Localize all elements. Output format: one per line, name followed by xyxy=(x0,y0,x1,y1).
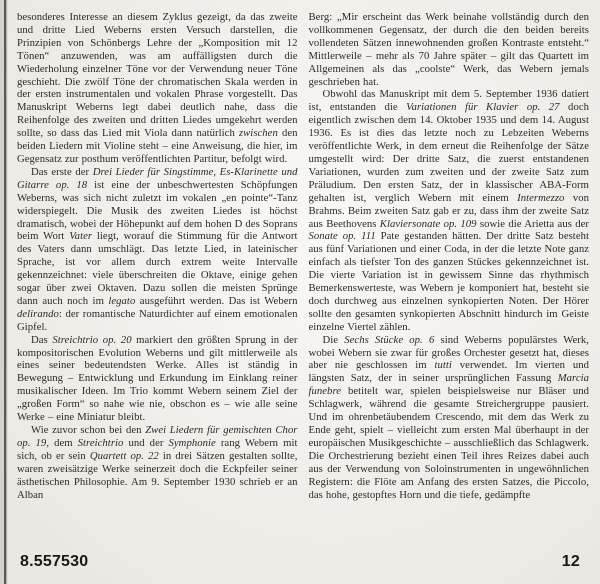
page-number: 12 xyxy=(561,553,580,570)
work-title-italic: Sonate op. 111 xyxy=(308,230,376,243)
work-title-italic: tutti xyxy=(434,359,452,372)
text-segment: Wie zuvor schon bei den xyxy=(31,424,146,436)
paragraph xyxy=(309,334,590,502)
text-segment: Das erste der xyxy=(31,165,93,178)
booklet-text-body xyxy=(17,11,589,501)
text-segment: und der xyxy=(123,436,169,449)
work-title-italic: Klaviersonate op. 109 xyxy=(379,217,477,230)
work-title-italic: Drei Lieder für Singstimme, Es-Klarinette und Gitarre op. 18 xyxy=(17,165,298,191)
catalog-number: 8.557530 xyxy=(20,553,89,570)
text-segment: , dem xyxy=(46,436,78,449)
work-title-italic: Streichtrio op. 20 xyxy=(52,333,132,346)
text-segment: rang Webern mit sich, ob er sein xyxy=(17,436,298,462)
paragraph xyxy=(17,166,298,334)
work-title-italic: Marcia funebre xyxy=(308,372,589,398)
text-segment: verwendet. Im vierten und längsten Satz, der in seiner ursprünglichen Fassung xyxy=(308,359,589,385)
text-segment: : der romantische Naturdichter auf einem emotionalen Gipfel. xyxy=(17,307,298,333)
text-segment: liegt, worauf die Stimmung für die Antwort des Vaters dann umschlägt. Das letzte Lied, in lateinischer Sprache, ist vor allem durch extrem weite Intervalle gekennzeichnet: viele überschreiten die Oktave, einige gehen sogar über zwei Oktaven. Dazu sollen die meisten Sprünge dann auch noch im xyxy=(17,230,298,307)
work-title-italic: Vater xyxy=(69,230,93,243)
text-segment: sowie die Arietta aus der xyxy=(476,217,589,230)
work-title-italic: Intermezzo xyxy=(517,191,565,204)
work-title-italic: Quartett op. 22 xyxy=(89,449,159,462)
text-segment: ist eine der unbeschwertesten Schöpfungen Weberns, was sich nicht zuletzt im vokalen „en pointe“-Tanz widerspiegelt. Die Musik des zweiten Liedes ist höchst dramatisch, wobei der Höhepunkt auf dem hohen D des Soprans beim Wort xyxy=(17,178,298,243)
text-segment: den beiden Liedern mit Violine steht – eine Anweisung, die hier, im Gegensatz zur posthum veröffentlichten Partitur, befolgt wird. xyxy=(17,127,298,165)
footer xyxy=(20,553,580,571)
work-title-italic: zwischen xyxy=(238,127,278,140)
paragraph xyxy=(17,11,298,166)
work-title-italic: Zwei Liedern für gemischten Chor op. 19 xyxy=(17,424,298,449)
text-segment: betitelt war, spielen beispielsweise nur Bläser und Schlagwerk, während die gesamte Streichergruppe pausiert. Und im ohrenbetäubendem Crescendo, mit dem das Werk zu Ende geht, spielt – vielleicht zum ersten Mal überhaupt in der europäischen Musikgeschichte – ausschließlich das Schlagwerk. Die Orchestrierung bezieht einen Teil ihres Reizes dabei auch aus der Verwendung von Soloinstrumenten in ungewöhnlichen Registern: die Flöte am Anfang des ersten Satzes, die Piccolo, das hohe, gestopftes Horn und die tiefe, gedämpfte xyxy=(308,385,589,501)
work-title-italic: Variationen für Klavier op. 27 xyxy=(406,101,560,114)
paragraph xyxy=(309,88,590,333)
text-segment: ausgeführt werden. Das ist Webern xyxy=(135,294,298,307)
text-segment: Die xyxy=(322,333,345,346)
text-segment: markiert den größten Sprung in der kompositorischen Evolution Weberns und gilt mittlerweile als eines seiner bedeutendsten Werke. Alles ist ständig in Bewegung – Entwicklung und Erkundung im Einklang reiner musikalischer Ideen. Im Trio kommt Webern seinem Ziel der „großen Form“ so nahe wie nie, obschon es – wie alle seine Werke – eine Miniatur bleibt. xyxy=(17,333,298,424)
text-segment: doch eigentlich zwischen dem 14. Oktober 1935 und dem 14. August 1936. Es ist dies das letzte noch zu Lebzeiten Weberns veröffentlichte Werk, in dem erneut die Reihenfolge der Sätze umgestellt wird: Der dritte Satz, die zuerst entstandenen Variationen, wurden zum zweiten und der zweite Satz zum Präludium. Den ersten Satz, der in klassischer ABA-Form gehalten ist, verglich Webern mit einem xyxy=(308,101,589,204)
text-segment: von Brahms. Beim zweiten Satz gab er zu, dass ihm der zweite Satz aus Beethovens xyxy=(308,191,589,230)
text-segment: sind Weberns populärstes Werk, wobei Webern sie zwar für großes Orchester gesetzt hat, dieses aber nie geschlossen im xyxy=(308,333,589,372)
text-column-right xyxy=(309,11,590,501)
text-segment: Pate gestanden hätten. Der dritte Satz besteht aus fünf Variationen und einer Coda, in der die letzte Note ganz einfach als tiefster Ton des ganzen Stückes gekennzeichnet ist. Die vierte Variation ist in gewissem Sinne das rhythmisch Bemerkenswerteste, was Webern je komponiert hat, besteht sie doch durchweg aus einzelnen synkopierten Noten. Der Hörer sollte den gesamten synkopierten Abschnitt hindurch im Geiste einzelne Viertel zählen. xyxy=(308,230,589,333)
work-title-italic: Sechs Stücke op. 6 xyxy=(344,333,435,346)
text-segment: Das xyxy=(31,333,53,346)
scan-edge-line xyxy=(4,0,6,584)
work-title-italic: Streichtrio xyxy=(77,436,124,449)
text-segment: Obwohl das Manuskript mit dem 5. September 1936 datiert ist, entstanden die xyxy=(308,88,589,114)
work-title-italic: legato xyxy=(108,294,136,307)
text-segment: Berg: „Mir erscheint das Werk beinahe vollständig durch den vollkommenen Gegensatz, der durch die den beiden bereits vollendeten Sätzen innewohnenden großen Kontraste entsteht.“ Mittlerweile – mehr als 70 Jahre später – gilt das Quartett im Allgemeinen als das „coolste“ Werk, das Webern jemals geschrieben hat. xyxy=(308,11,589,88)
paragraph xyxy=(17,334,298,424)
paragraph xyxy=(309,11,590,88)
text-segment: besonderes Interesse an diesem Zyklus gezeigt, da das zweite und dritte Lied Weberns ersten Versuch darstellen, die Prinzipien von Schönbergs Lehre der „Komposition mit 12 Tönen“ anzuwenden, was am auffälligsten durch die Wiederholung einzelner Töne vor der Verwendung neuer Töne geschieht. Die zwölf Töne der chromatischen Skala werden in der ersten instrumentalen und vokalen Phrase vorgestellt. Das Manuskript Weberns legt dabei deutlich nahe, dass die Reihenfolge des zweiten und dritten Liedes umgekehrt werden sollte, so dass das Lied mit Viola dann natürlich xyxy=(17,11,298,140)
work-title-italic: delirando xyxy=(17,307,59,320)
text-column-left xyxy=(17,11,298,501)
text-segment: in drei Sätzen gestalten sollte, waren zweisätzige Werke seinerzeit doch die Eckpfeiler seiner ästhetischen Philosophie. Am 9. September 1930 schrieb er an Alban xyxy=(17,449,298,501)
paragraph xyxy=(17,424,298,501)
work-title-italic: Symphonie xyxy=(168,436,216,449)
